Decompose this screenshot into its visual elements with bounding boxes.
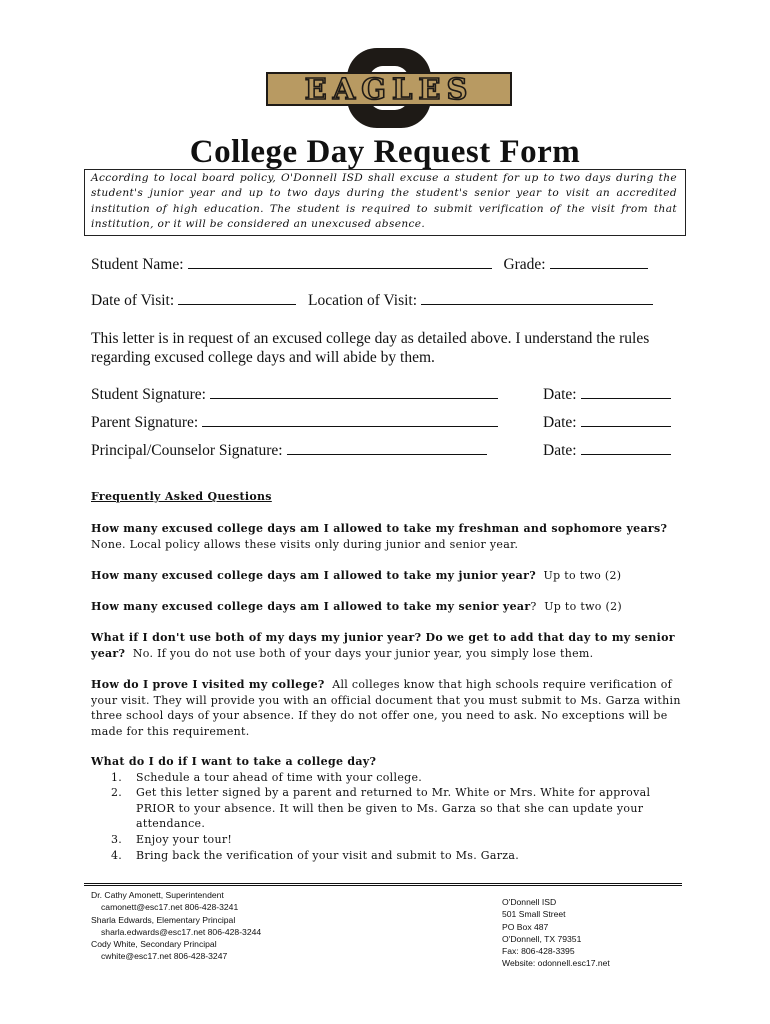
date-of-visit-field[interactable] <box>178 303 296 305</box>
faq-question: How many excused college days am I allowed to take my junior year? <box>91 569 536 582</box>
list-item <box>91 832 691 848</box>
footer-line: O'Donnell, TX 79351 <box>502 933 582 944</box>
grade-label: Grade: <box>503 256 546 273</box>
footer-line: Dr. Cathy Amonett, Superintendent <box>91 890 224 900</box>
footer-line: 501 Small Street <box>502 909 566 920</box>
faq-answer: None. Local policy allows these visits only during junior and senior year. <box>91 537 519 551</box>
step-text: Get this letter signed by a parent and returned to Mr. White or Mrs. White for approval PRIOR to your absence. It will then be given to Ms. Garza so that she can update your attendance. <box>136 786 651 831</box>
request-statement: This letter is in request of an excused college day as detailed above. I understand the rules regarding excused college days and will abide by them. <box>91 330 650 366</box>
footer-address <box>502 896 610 970</box>
faq-answer: Up to two (2) <box>544 600 623 613</box>
principal-date-row <box>543 442 671 460</box>
step-number: 3. <box>111 832 123 846</box>
faq-item-senior <box>91 599 691 615</box>
student-name-field[interactable] <box>188 267 492 269</box>
list-item <box>91 770 691 786</box>
footer-contacts <box>91 889 261 963</box>
footer-divider <box>84 883 682 886</box>
principal-date-field[interactable] <box>581 453 671 455</box>
eagles-logo <box>265 46 513 130</box>
parent-date-field[interactable] <box>581 425 671 427</box>
principal-signature-row <box>91 442 487 460</box>
logo-text: EAGLES <box>304 72 474 106</box>
footer-line: sharla.edwards@esc17.net 806-428-3244 <box>101 926 262 937</box>
principal-signature-field[interactable] <box>287 453 487 455</box>
faq-item-junior <box>91 568 691 584</box>
footer-line: camonett@esc17.net 806-428-3241 <box>101 902 239 913</box>
grade-field[interactable] <box>550 267 648 269</box>
footer-line: Website: odonnell.esc17.net <box>502 958 610 969</box>
student-signature-field[interactable] <box>210 397 498 399</box>
list-item <box>91 785 691 832</box>
parent-signature-field[interactable] <box>202 425 498 427</box>
faq-item-proof <box>91 677 691 739</box>
footer-line: PO Box 487 <box>502 921 549 932</box>
faq-question: How many excused college days am I allowed to take my freshman and sophomore years? <box>91 522 668 535</box>
faq-answer: No. If you do not use both of your days your junior year, you simply lose them. <box>132 646 594 660</box>
student-date-label: Date: <box>543 386 577 403</box>
step-text: Schedule a tour ahead of time with your college. <box>136 770 423 784</box>
list-item <box>91 848 691 864</box>
faq-answer: All colleges know that high schools require verification of your visit. They will provide you with an official document that you must submit to Ms. Garza within three school days of your absence. If they do not offer one, you need to ask. No exceptions will be made for this requirement. <box>91 678 681 738</box>
parent-signature-row <box>91 414 498 432</box>
step-text: Bring back the verification of your visit and submit to Ms. Garza. <box>136 848 520 862</box>
parent-date-label: Date: <box>543 414 577 431</box>
location-field[interactable] <box>421 303 653 305</box>
step-number: 1. <box>111 770 123 784</box>
footer-line: Cody White, Secondary Principal <box>91 939 217 950</box>
student-name-label: Student Name: <box>91 256 184 273</box>
faq-item-how-to <box>91 754 691 863</box>
visit-row <box>91 292 653 310</box>
faq-question: How do I prove I visited my college? <box>91 678 325 691</box>
faq-heading: Frequently Asked Questions <box>91 490 272 503</box>
parent-signature-label: Parent Signature: <box>91 414 199 431</box>
step-number: 2. <box>111 786 123 800</box>
policy-box: According to local board policy, O'Donnell ISD shall excuse a student for up to two days during the student's junior year and up to two days during the student's senior year to visit an accredited institution of high education. The student is required to submit verification of the visit from that institution, or it will be considered an unexcused absence. <box>84 169 686 236</box>
faq-item-freshman <box>91 521 691 552</box>
footer-line: O'Donnell ISD <box>502 897 557 907</box>
faq-answer: Up to two (2) <box>543 569 622 582</box>
form-title: College Day Request Form <box>189 134 581 170</box>
student-name-row <box>91 256 648 274</box>
faq-question: What do I do if I want to take a college day? <box>91 755 377 768</box>
steps-list <box>91 770 691 864</box>
student-date-field[interactable] <box>581 397 671 399</box>
footer-line: Fax: 806-428-3395 <box>502 946 575 957</box>
question-mark: ? <box>530 600 537 613</box>
parent-date-row <box>543 414 671 432</box>
footer-line: cwhite@esc17.net 806-428-3247 <box>101 951 228 962</box>
faq-question: How many excused college days am I allowed to take my senior year <box>91 600 531 613</box>
location-label: Location of Visit: <box>308 292 418 309</box>
student-signature-row <box>91 386 498 404</box>
student-signature-label: Student Signature: <box>91 386 206 403</box>
student-date-row <box>543 386 671 404</box>
principal-date-label: Date: <box>543 442 577 459</box>
faq-question: What if I don't use both of my days my junior year? Do we get to add that day to my senior year? <box>91 631 675 660</box>
principal-signature-label: Principal/Counselor Signature: <box>91 442 283 459</box>
date-of-visit-label: Date of Visit: <box>91 292 175 309</box>
faq-item-unused-days <box>91 630 691 661</box>
step-number: 4. <box>111 848 123 862</box>
step-text: Enjoy your tour! <box>136 832 233 846</box>
footer-line: Sharla Edwards, Elementary Principal <box>91 914 236 925</box>
